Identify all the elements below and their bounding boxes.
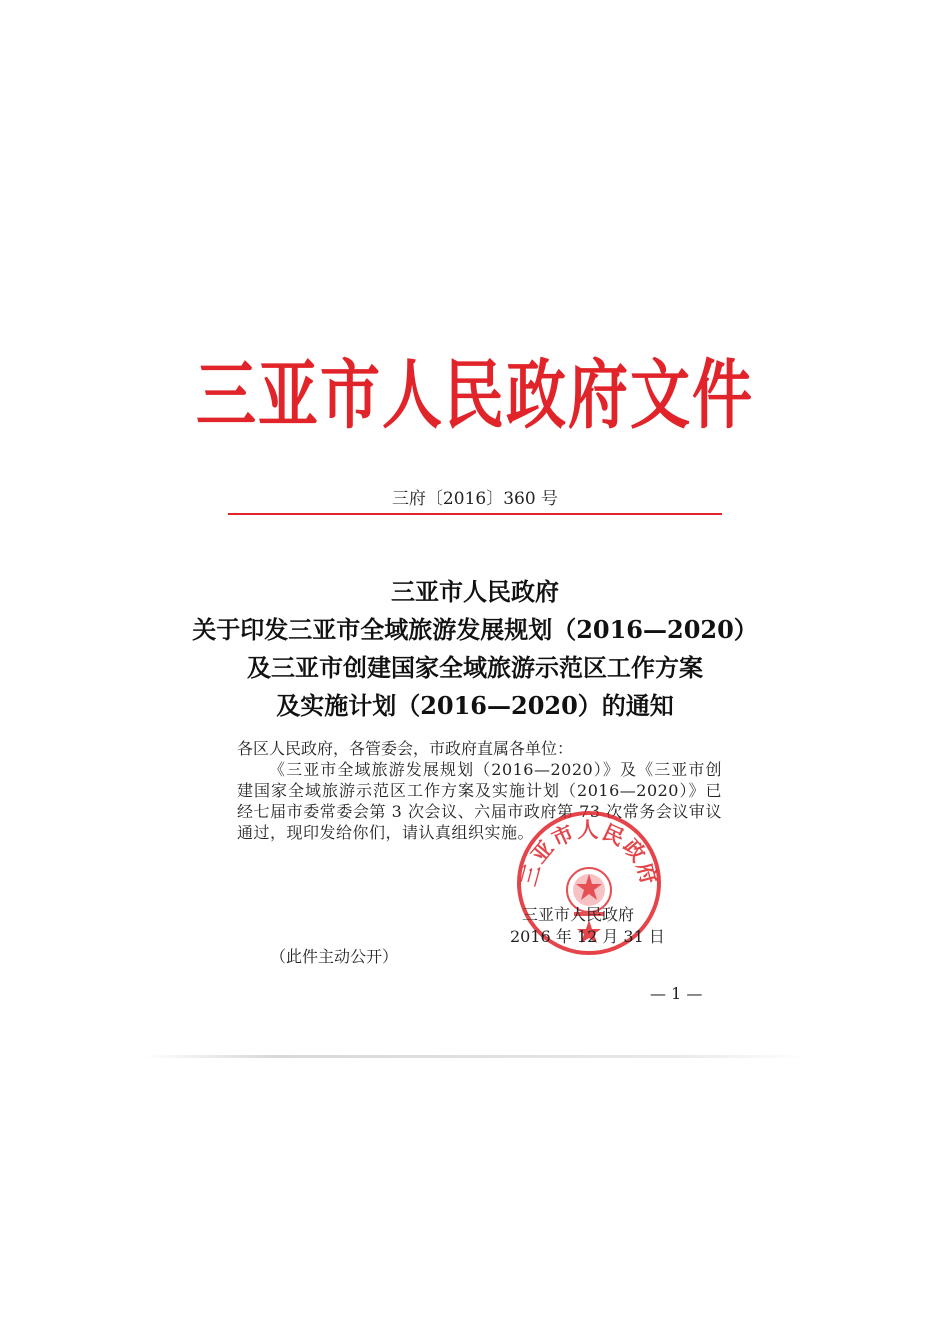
- scan-edge-line: [142, 1055, 808, 1058]
- seal-text: 三亚市人民政府: [515, 817, 663, 889]
- title-line-2: 关于印发三亚市全域旅游发展规划（2016—2020）: [192, 615, 758, 644]
- disclosure-note: （此件主动公开）: [270, 947, 399, 966]
- title-line-4: 及实施计划（2016—2020）的通知: [276, 691, 674, 720]
- title-line-1: 三亚市人民政府: [391, 577, 559, 606]
- issuer-header: 三亚市人民政府文件: [196, 352, 754, 440]
- title-line-3: 及三亚市创建国家全域旅游示范区工作方案: [247, 653, 703, 682]
- salutation: 各区人民政府，各管委会，市政府直属各单位：: [237, 739, 574, 758]
- document-title: [0, 573, 950, 725]
- red-divider-line: [228, 513, 722, 515]
- page-number: — 1 —: [650, 984, 703, 1003]
- signing-date: 2016 年 12 月 31 日: [510, 927, 665, 946]
- signer: 三亚市人民政府: [522, 905, 635, 924]
- document-number: 三府〔2016〕360 号: [391, 489, 559, 509]
- body-paragraph: 《三亚市全域旅游发展规划（2016—2020）》及《三亚市创建国家全域旅游示范区工作方案及实施计划（2016—2020）》已经七届市委常委会第 3 次会议、六届市政府第 73 次常务会议审议通过，现印发给你们，请认真组织实施。: [237, 760, 722, 842]
